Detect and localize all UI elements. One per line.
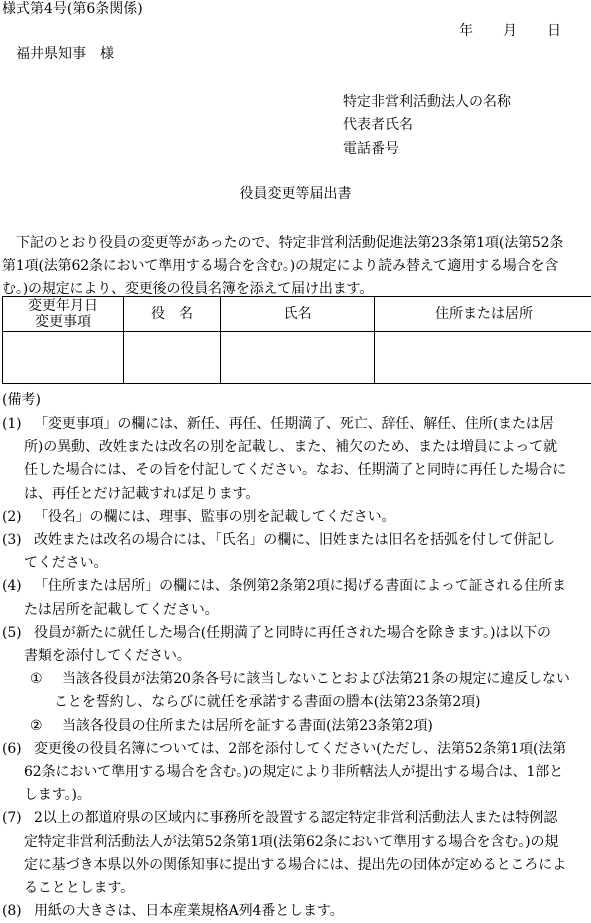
subitem-number: ②: [30, 715, 42, 738]
note-number: (3): [2, 529, 22, 552]
note-line: 「変更事項」の欄には、新任、再任、任期満了、死亡、辞任、解任、住所(または居: [24, 413, 591, 436]
sender-org-name-label: 特定非営利活動法人の名称: [343, 95, 511, 109]
note-line: 62条において準用する場合を含む。)の規定により非所轄法人が提出する場合は、1部と: [24, 761, 591, 784]
table-row: [3, 332, 591, 384]
note-item: [2, 900, 591, 923]
subitem-number: ①: [30, 668, 42, 691]
addressee: 福井県知事 様: [16, 47, 114, 61]
notes-title: (備考): [2, 393, 41, 407]
note-number: (2): [2, 506, 22, 529]
note-line: 定特定非営利活動法人が法第52条第1項(法第62条において準用する場合を含む。)の規: [24, 831, 591, 854]
note-line: ることとします。: [24, 877, 591, 900]
note-line: たは居所を記載してください。: [24, 599, 591, 622]
body-line: 下記のとおり役員の変更等があったので、特定非営利活動促進法第23条第1項(法第52条: [2, 232, 589, 255]
note-line: 定に基づき本県以外の関係知事に提出する場合には、提出先の団体が定めるところによ: [24, 854, 591, 877]
note-number: (5): [2, 622, 22, 645]
sender-phone-label: 電話番号: [343, 142, 399, 156]
note-subitem: [2, 668, 591, 714]
note-line: 所)の異動、改姓または改名の別を記載し、また、補欠のため、または増員によって就: [24, 436, 591, 459]
date-year-label: 年: [459, 24, 503, 38]
note-line: 改姓または改名の場合には、「氏名」の欄に、旧姓または旧名を括弧を付して併記し: [24, 529, 591, 552]
header-change-date: 変更年月日: [3, 298, 123, 314]
note-number: (4): [2, 575, 22, 598]
note-line: 書類を添付してください。: [24, 645, 591, 668]
subitem-line: ことを誓約し、ならびに就任を承諾する書面の謄本(法第23条第2項): [54, 691, 591, 714]
form-number: 様式第4号(第6条関係): [2, 2, 143, 16]
cell-change-date-item[interactable]: [3, 332, 124, 384]
note-line: は、再任とだけ記載すれば足ります。: [24, 483, 591, 506]
header-name: 氏名: [221, 297, 375, 332]
note-line: てください。: [24, 552, 591, 575]
subitem-line: 当該各役員の住所または居所を証する書面(法第23条第2項): [54, 715, 591, 738]
document-title: 役員変更等届出書: [0, 187, 591, 201]
note-number: (1): [2, 413, 22, 436]
date-day-label: 日: [547, 24, 561, 38]
note-number: (7): [2, 807, 22, 830]
header-change-item: 変更事項: [3, 314, 123, 330]
note-number: (6): [2, 738, 22, 761]
header-position: 役 名: [124, 297, 221, 332]
note-line: 「住所または居所」の欄には、条例第2条第2項に掲げる書面によって証される住所ま: [24, 575, 591, 598]
note-line: します。)。: [24, 784, 591, 807]
table-header-row: [3, 297, 591, 332]
note-subitem: [2, 715, 591, 738]
cell-address[interactable]: [375, 332, 591, 384]
note-item: [2, 622, 591, 668]
body-line: 第1項(法第62条において準用する場合を含む。)の規定により読み替えて適用する場合を含: [2, 255, 589, 278]
note-item: [2, 413, 591, 506]
note-line: 2以上の都道府県の区域内に事務所を設置する認定特定非営利活動法人または特例認: [24, 807, 591, 830]
note-line: 変更後の役員名簿については、2部を添付してください(ただし、法第52条第1項(法第: [24, 738, 591, 761]
note-item: [2, 738, 591, 808]
note-line: 任した場合には、その旨を付記してください。なお、任期満了と同時に再任した場合に: [24, 459, 591, 482]
note-item: [2, 575, 591, 621]
notes-list: [2, 413, 591, 923]
date-line: [459, 24, 561, 38]
sender-representative-label: 代表者氏名: [343, 118, 413, 132]
note-line: 用紙の大きさは、日本産業規格A列4番とします。: [24, 900, 591, 923]
officer-change-table: [2, 296, 591, 384]
header-change-date-and-item: [3, 297, 124, 332]
note-number: (8): [2, 900, 22, 923]
note-line: 「役名」の欄には、理事、監事の別を記載してください。: [24, 506, 591, 529]
cell-name[interactable]: [221, 332, 375, 384]
subitem-line: 当該各役員が法第20条各号に該当しないことおよび法第21条の規定に違反しない: [54, 668, 591, 691]
body-paragraph: [2, 232, 589, 301]
note-line: 役員が新たに就任した場合(任期満了と同時に再任された場合を除きます。)は以下の: [24, 622, 591, 645]
header-address: 住所または居所: [375, 297, 591, 332]
note-item: [2, 529, 591, 575]
note-item: [2, 807, 591, 900]
cell-position[interactable]: [124, 332, 221, 384]
date-month-label: 月: [503, 24, 547, 38]
body-line: む。)の規定により、変更後の役員名簿を添えて届け出ます。: [2, 278, 589, 301]
note-item: [2, 506, 591, 529]
